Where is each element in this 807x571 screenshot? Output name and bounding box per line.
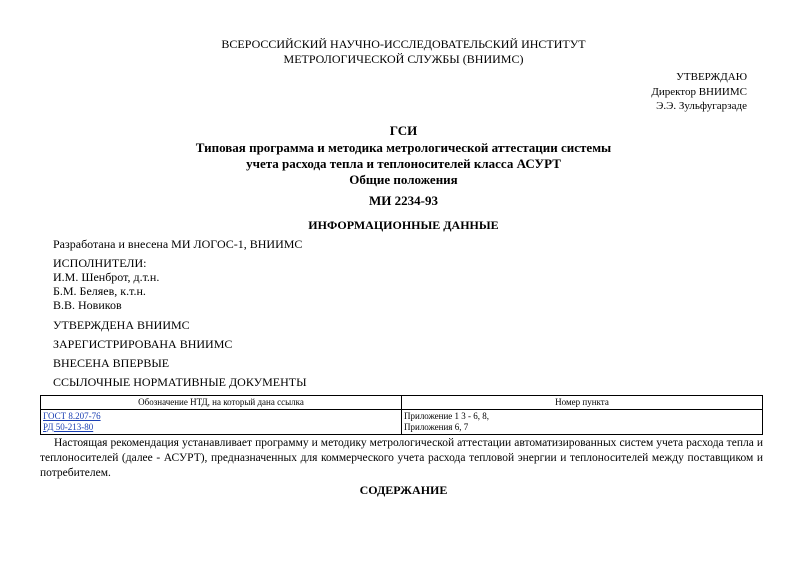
title-line-4: Общие положения — [349, 172, 458, 187]
institute-line-2: МЕТРОЛОГИЧЕСКОЙ СЛУЖБЫ (ВНИИМС) — [283, 52, 524, 66]
title-line-3: учета расхода тепла и теплоносителей класса АСУРТ — [246, 156, 561, 171]
approval-line-1: УТВЕРЖДАЮ — [676, 71, 747, 83]
table-cell-docs — [41, 410, 402, 435]
contents-heading: СОДЕРЖАНИЕ — [359, 483, 448, 497]
item-number-1: Приложение 1 3 - 6, 8, — [404, 411, 490, 421]
title-gsi: ГСИ — [389, 123, 418, 138]
table-row — [41, 410, 763, 435]
executors-label: ИСПОЛНИТЕЛИ: — [53, 256, 147, 270]
table-header-row — [41, 396, 763, 410]
registered-by: ЗАРЕГИСТРИРОВАНА ВНИИМС — [53, 337, 233, 351]
column-header-document: Обозначение НТД, на который дана ссылка — [41, 396, 402, 410]
refs-heading: ССЫЛОЧНЫЕ НОРМАТИВНЫЕ ДОКУМЕНТЫ — [53, 375, 307, 389]
executor-1: И.М. Шенброт, д.т.н. — [53, 270, 160, 284]
introduced-first: ВНЕСЕНА ВПЕРВЫЕ — [53, 356, 170, 370]
intro-paragraph: Настоящая рекомендация устанавливает программу и методику метрологической аттестации автоматизированных систем учета расхода тепла и теплоносителей (далее - АСУРТ), предназначенных для коммерческого учета расхода тепловой энергии и теплоносителей между поставщиком и потребителем. — [40, 437, 763, 479]
references-table — [40, 395, 763, 435]
institute-line-1: ВСЕРОССИЙСКИЙ НАУЧНО-ИССЛЕДОВАТЕЛЬСКИЙ ИНСТИТУТ — [221, 37, 586, 51]
title-line-2: Типовая программа и методика метрологической аттестации системы — [195, 140, 612, 155]
info-heading: ИНФОРМАЦИОННЫЕ ДАННЫЕ — [308, 218, 499, 232]
approval-line-2: Директор ВНИИМС — [651, 86, 747, 98]
gost-link[interactable]: ГОСТ 8.207-76 — [43, 411, 101, 421]
document-code: МИ 2234-93 — [369, 193, 438, 208]
column-header-item: Номер пункта — [402, 396, 763, 410]
executor-2: Б.М. Беляев, к.т.н. — [53, 284, 146, 298]
approval-line-3: Э.Э. Зульфугарзаде — [656, 100, 747, 112]
item-number-2: Приложения 6, 7 — [404, 422, 469, 432]
table-cell-items — [402, 410, 763, 435]
developed-by: Разработана и внесена МИ ЛОГОС-1, ВНИИМС — [53, 237, 303, 251]
rd-link[interactable]: РД 50-213-80 — [43, 422, 94, 432]
executor-3: В.В. Новиков — [53, 298, 122, 312]
approved-by: УТВЕРЖДЕНА ВНИИМС — [53, 318, 190, 332]
